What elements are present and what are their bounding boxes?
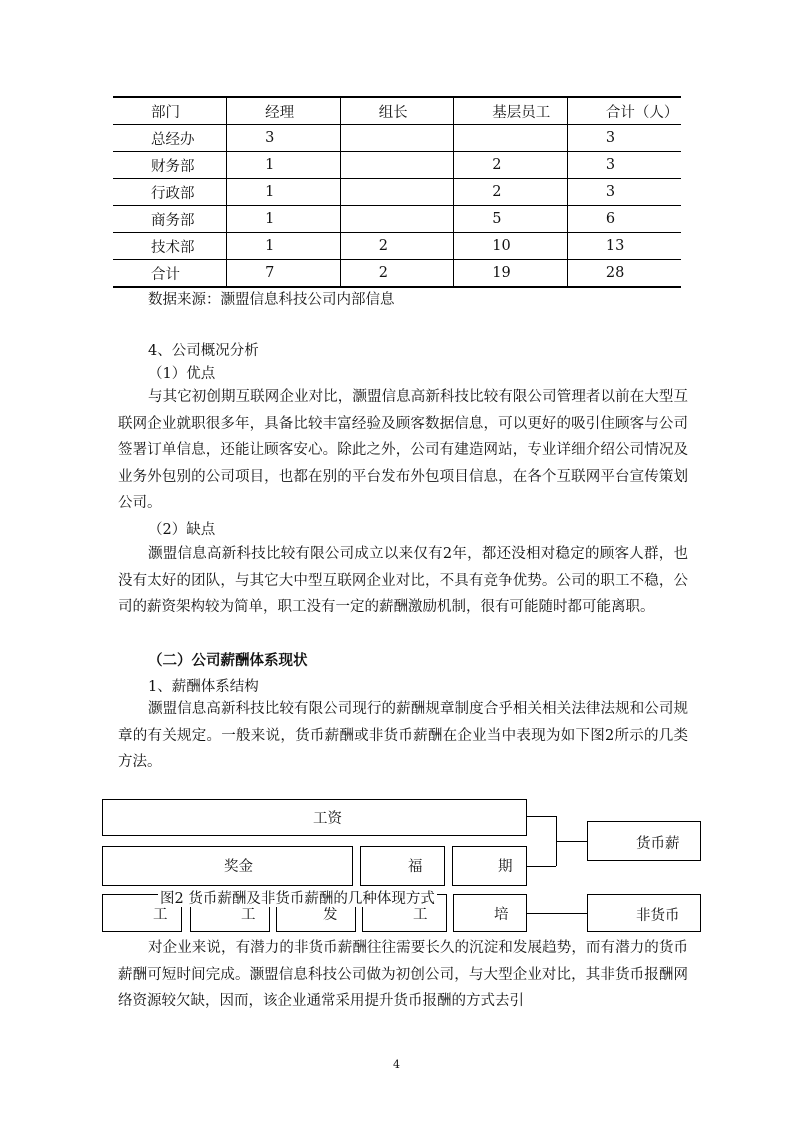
table-cell: 3 <box>567 152 681 179</box>
table-cell: 6 <box>567 206 681 233</box>
subsection-heading: （2）缺点 <box>148 522 216 538</box>
table-source-note: 数据来源：灏盟信息科技公司内部信息 <box>148 292 395 308</box>
table-cell: 28 <box>567 260 681 288</box>
table-header-cell: 合计（人） <box>567 97 681 125</box>
table-row <box>113 179 681 206</box>
table-cell: 1 <box>227 206 341 233</box>
table-header-cell: 经理 <box>227 97 341 125</box>
table-cell: 2 <box>340 233 454 260</box>
nonmonetary-item-label: 工 <box>413 907 428 923</box>
page-number: 4 <box>393 1058 400 1071</box>
table-cell: 合计 <box>113 260 227 288</box>
table-cell <box>340 206 454 233</box>
table-cell: 5 <box>454 206 568 233</box>
table-cell: 3 <box>227 125 341 152</box>
table-cell <box>340 152 454 179</box>
table-cell: 13 <box>567 233 681 260</box>
nonmonetary-item-label: 工 <box>153 907 168 923</box>
table-cell: 总经办 <box>113 125 227 152</box>
figure-caption: 图2 货币薪酬及非货币薪酬的几种体现方式 <box>160 891 435 907</box>
table-cell: 财务部 <box>113 152 227 179</box>
section-heading: 4、公司概况分析 <box>148 343 259 359</box>
nonmonetary-item-label: 工 <box>241 907 256 923</box>
section-heading: （二）公司薪酬体系现状 <box>148 652 308 669</box>
table-cell: 7 <box>227 260 341 288</box>
wage-label: 工资 <box>313 811 342 827</box>
subsection-heading: （1）优点 <box>148 366 216 382</box>
table-cell: 商务部 <box>113 206 227 233</box>
connector-line <box>527 866 556 867</box>
table-cell: 2 <box>454 152 568 179</box>
table-cell: 3 <box>567 179 681 206</box>
table-row <box>113 152 681 179</box>
nonmonetary-pay-label: 非货币 <box>636 908 680 924</box>
welfare-box <box>360 846 445 886</box>
table-row <box>113 233 681 260</box>
table-cell: 行政部 <box>113 179 227 206</box>
table-cell <box>340 125 454 152</box>
table-cell <box>340 179 454 206</box>
monetary-pay-label: 货币薪 <box>636 836 680 852</box>
table-header-cell: 组长 <box>340 97 454 125</box>
period-label: 期 <box>498 859 513 875</box>
nonmonetary-item-label: 发 <box>323 907 338 923</box>
table-cell: 1 <box>227 152 341 179</box>
table-row <box>113 206 681 233</box>
table-total-row <box>113 260 681 288</box>
table-cell <box>454 125 568 152</box>
table-cell: 19 <box>454 260 568 288</box>
nonmonetary-item-box <box>453 894 527 932</box>
monetary-pay-box <box>587 821 701 861</box>
paragraph-disadvantages: 灏盟信息高新科技比较有限公司成立以来仅有2年，都还没相对稳定的顾客人群，也没有太好的团队，与其它大中型互联网企业对比，不具有竞争优势。公司的职工不稳，公司的薪资架构较为简单，职工没有一定的薪酬激励机制，很有可能随时都可能离职。 <box>118 546 688 615</box>
nonmonetary-item-label: 培 <box>494 907 509 923</box>
table-cell: 1 <box>227 179 341 206</box>
table-header-row <box>113 97 681 125</box>
wage-box <box>102 799 527 836</box>
table-cell: 2 <box>454 179 568 206</box>
connector-line <box>527 816 556 817</box>
period-box <box>452 846 527 886</box>
welfare-label: 福 <box>408 859 423 875</box>
table-cell: 10 <box>454 233 568 260</box>
table-header-cell: 部门 <box>113 97 227 125</box>
nonmonetary-pay-box <box>587 894 701 932</box>
bonus-box <box>102 846 353 886</box>
table-cell: 3 <box>567 125 681 152</box>
table-cell: 1 <box>227 233 341 260</box>
table-cell: 技术部 <box>113 233 227 260</box>
paragraph-advantages: 与其它初创期互联网企业对比，灏盟信息高新科技比较有限公司管理者以前在大型互联网企业就职很多年，具备比较丰富经验及顾客数据信息，可以更好的吸引住顾客与公司签署订单信息，还能让顾客安心。除此之外，公司有建造网站，专业详细介绍公司情况及业务外包别的公司项目，也都在别的平台发布外包项目信息，在各个互联网平台宣传策划公司。 <box>118 389 688 511</box>
paragraph-structure: 灏盟信息高新科技比较有限公司现行的薪酬规章制度合乎相关相关法律法规和公司规章的有关规定。一般来说，货币薪酬或非货币薪酬在企业当中表现为如下图2所示的几类方法。 <box>118 701 688 770</box>
table-row <box>113 125 681 152</box>
staff-table <box>113 96 681 288</box>
subsection-heading: 1、薪酬体系结构 <box>148 679 259 695</box>
table-header-cell: 基层员工 <box>454 97 568 125</box>
connector-line <box>556 841 587 842</box>
connector-line <box>527 913 587 914</box>
paragraph-closing: 对企业来说，有潜力的非货币薪酬往往需要长久的沉淀和发展趋势，而有潜力的货币薪酬可短时间完成。灏盟信息科技公司做为初创公司，与大型企业对比，其非货币报酬网络资源较欠缺，因而，该企业通常采用提升货币报酬的方式去引 <box>118 940 688 1009</box>
table-cell: 2 <box>340 260 454 288</box>
bonus-label: 奖金 <box>224 859 253 875</box>
